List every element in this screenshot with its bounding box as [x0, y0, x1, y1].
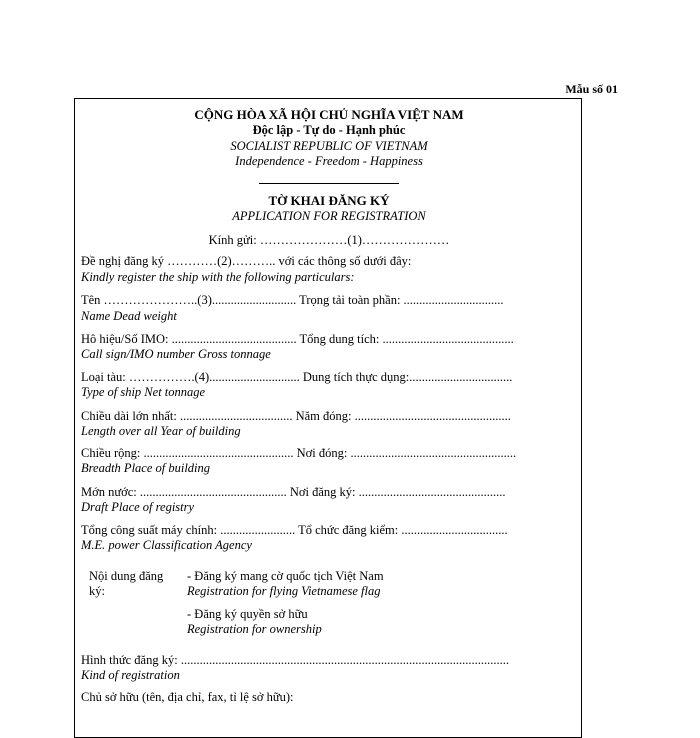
field-type-net-en: Type of ship Net tonnage	[81, 385, 206, 399]
form-title-en: APPLICATION FOR REGISTRATION	[232, 209, 426, 223]
form-title-vi: TỜ KHAI ĐĂNG KÝ	[268, 193, 390, 208]
option-flag-en: Registration for flying Vietnamese flag	[187, 584, 381, 598]
field-length-year-en: Length over all Year of building	[81, 424, 241, 438]
field-draft-registry: Mớn nước: ............................................... Nơi đăng ký: ...............................................	[81, 485, 506, 499]
kind-of-registration: Hình thức đăng ký: .........................................................................................................	[81, 653, 509, 667]
owner-line: Chủ sở hữu (tên, địa chỉ, fax, tỉ lệ sở hữu):	[81, 690, 294, 704]
country-name-vi: CỘNG HÒA XÃ HỘI CHỦ NGHĨA VIỆT NAM	[194, 107, 464, 122]
field-callsign-gross: Hô hiệu/Số IMO: ........................................ Tổng dung tích: ..........................................	[81, 332, 514, 346]
motto-en: Independence - Freedom - Happiness	[235, 154, 423, 168]
field-name-deadweight: Tên …………………..(3)........................... Trọng tải toàn phần: ................................	[81, 293, 504, 307]
motto-vi: Độc lập - Tự do - Hạnh phúc	[252, 123, 406, 137]
addressee-line: Kính gửi: …………………(1)…………………	[208, 233, 450, 247]
field-draft-registry-en: Draft Place of registry	[81, 500, 195, 514]
option-ownership-en: Registration for ownership	[187, 622, 322, 636]
field-name-deadweight-en: Name Dead weight	[81, 309, 177, 323]
registration-content-label: Nội dung đăng	[89, 569, 164, 583]
field-callsign-gross-en: Call sign/IMO number Gross tonnage	[81, 347, 271, 361]
request-vi: Đề nghị đăng ký …………(2)……….. với các thông số dưới đây:	[81, 254, 412, 268]
field-type-net: Loại tàu: …………….(4)............................. Dung tích thực dụng:.................................	[81, 370, 513, 384]
option-ownership-vi: - Đăng ký quyền sở hữu	[187, 607, 308, 621]
field-power-class-en: M.E. power Classification Agency	[81, 538, 252, 552]
field-power-class: Tổng công suất máy chính: ........................ Tổ chức đăng kiểm: ..................................	[81, 523, 508, 537]
field-length-year: Chiều dài lớn nhất: .................................... Năm đóng: ..................................................	[81, 409, 511, 423]
form-number: Mẫu số 01	[565, 82, 618, 96]
header-divider	[259, 183, 399, 184]
form-frame	[74, 98, 582, 738]
country-name-en: SOCIALIST REPUBLIC OF VIETNAM	[230, 139, 428, 153]
kind-of-registration-en: Kind of registration	[81, 668, 180, 682]
request-en: Kindly register the ship with the following particulars:	[81, 270, 355, 284]
option-flag-vi: - Đăng ký mang cờ quốc tịch Việt Nam	[187, 569, 384, 583]
registration-content-label-2: ký:	[89, 584, 105, 598]
field-breadth-place-en: Breadth Place of building	[81, 461, 211, 475]
field-breadth-place: Chiều rộng: ................................................ Nơi đóng: .....................................................	[81, 446, 517, 460]
